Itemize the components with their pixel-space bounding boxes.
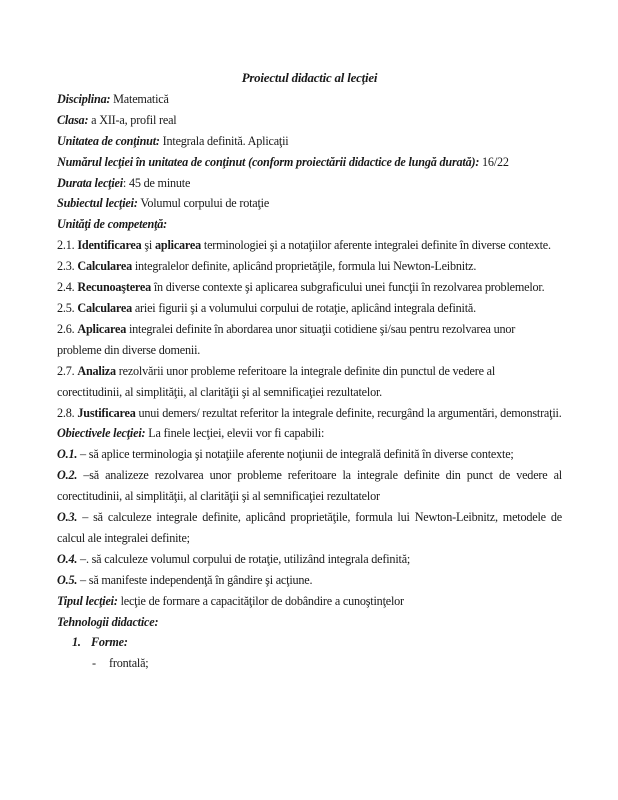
competence-2-1 [57, 235, 562, 256]
competence-2-7 [57, 361, 562, 403]
field-unitatea-de-continut [57, 131, 562, 152]
heading-tehnologii-didactice [57, 612, 562, 633]
text-run: Disciplina: [57, 91, 111, 106]
competence-2-3 [57, 256, 562, 277]
text-run: Analiza [77, 363, 116, 378]
text-run: Volumul corpului de rotaţie [137, 196, 270, 211]
field-tipul-lectiei [57, 591, 562, 612]
text-run: şi [141, 238, 155, 253]
list-item-frontala-marker: - [92, 656, 96, 671]
text-run: integralei definite în abordarea unor situaţii cotidiene şi/sau pentru rezolvarea unor probleme din diverse domenii. [57, 321, 516, 357]
text-run: 2.3. [57, 259, 78, 274]
text-run: Numărul lecţiei în unitatea de conţinut (conform proiectării didactice de lungă durată): [57, 154, 480, 169]
list-item-frontala [57, 653, 562, 674]
text-run: O.4. [57, 551, 78, 566]
text-run: –. să calculeze volumul corpului de rotaţie, utilizând integrala definită; [77, 551, 411, 566]
field-disciplina [57, 89, 562, 110]
text-run: terminologiei şi a notaţiilor aferente integralei definite în diverse contexte. [201, 238, 551, 253]
text-run: 2.8. [57, 405, 78, 420]
text-run: –să analizeze rezolvarea unor probleme referitoare la integrale definite din punct de vedere al corectitudinii, al simplităţii, al clarităţii şi al semnificaţiei rezultatelor [57, 468, 562, 504]
document-title: Proiectul didactic al lecţiei [241, 71, 378, 85]
text-run: 2.6. [57, 321, 78, 336]
text-run: – să aplice terminologia şi notaţiile aferente noţiunii de integrală definită în diverse contexte; [77, 447, 514, 462]
text-run: aplicarea [154, 238, 202, 253]
text-run: frontală; [109, 656, 149, 671]
objective-o4 [57, 549, 562, 570]
objective-o2 [57, 465, 562, 507]
text-run: în diverse contexte şi aplicarea subgraficului unei funcţii în rezolvarea problemelor. [151, 280, 545, 295]
text-run: Subiectul lecţiei: [57, 196, 138, 211]
text-run: – să manifeste independenţă în gândire şi acţiune. [77, 572, 313, 587]
text-run: Tipul lecţiei: [57, 593, 118, 608]
text-run: 16/22 [479, 154, 509, 169]
text-run: rezolvării unor probleme referitoare la integrale definite din punctul de vedere al corectitudinii, al simplităţii, al clarităţii şi al semnificaţiei rezultatelor. [57, 363, 496, 399]
text-run: Obiectivele lecţiei: [57, 426, 146, 441]
field-clasa [57, 110, 562, 131]
text-run: Tehnologii didactice: [57, 614, 159, 629]
heading-obiectivele-lectiei [57, 423, 562, 444]
text-run: Durata lecţiei [57, 175, 123, 190]
objective-o1 [57, 444, 562, 465]
text-run: O.3. [57, 510, 78, 525]
text-run: La finele lecţiei, elevii vor fi capabili: [145, 426, 325, 441]
text-run: Unitatea de conţinut: [57, 133, 160, 148]
text-run: O.1. [57, 447, 78, 462]
list-item-forme [57, 632, 562, 653]
text-run: 2.5. [57, 300, 78, 315]
text-run: O.2. [57, 468, 78, 483]
text-run: : 45 de minute [122, 175, 191, 190]
text-run: Recunoaşterea [77, 280, 152, 295]
text-run: Unităţi de competenţă: [57, 217, 168, 232]
list-item-forme-marker: 1. [72, 635, 81, 650]
competence-2-8 [57, 403, 562, 424]
text-run: Integrala definită. Aplicaţii [159, 133, 289, 148]
text-run: 2.1. [57, 238, 78, 253]
text-run: ariei figurii şi a volumului corpului de rotaţie, aplicând integrala definită. [132, 300, 476, 315]
text-run: a XII-a, profil real [88, 112, 177, 127]
field-subiectul-lectiei [57, 193, 562, 214]
objective-o3 [57, 507, 562, 549]
field-numarul-lectiei [57, 152, 562, 173]
text-run: Justificarea [77, 405, 136, 420]
competence-2-6 [57, 319, 562, 361]
text-run: Calcularea [77, 300, 132, 315]
text-run: Matematică [110, 91, 169, 106]
field-durata-lectiei [57, 173, 562, 194]
text-run: unui demers/ rezultat referitor la integrale definite, recurgând la argumentări, demonstraţii. [135, 405, 562, 420]
competence-2-5 [57, 298, 562, 319]
text-run: Clasa: [57, 112, 89, 127]
text-run: O.5. [57, 572, 78, 587]
text-run: integralelor definite, aplicând proprietăţile, formula lui Newton-Leibnitz. [132, 259, 477, 274]
objective-o5 [57, 570, 562, 591]
text-run: Identificarea [77, 238, 142, 253]
text-run: Calcularea [77, 259, 132, 274]
text-run: Aplicarea [77, 321, 127, 336]
text-run: Forme: [91, 635, 128, 650]
document-body [57, 89, 562, 674]
text-run: – să calculeze integrale definite, aplicând proprietăţile, formula lui Newton-Leibnitz, metodele de calcul ale integralei definite; [57, 510, 562, 545]
competence-2-4 [57, 277, 562, 298]
heading-unitati-de-competenta [57, 214, 562, 235]
text-run: 2.4. [57, 280, 78, 295]
text-run: lecţie de formare a capacităţilor de dobândire a cunoştinţelor [117, 593, 404, 608]
text-run: 2.7. [57, 363, 78, 378]
